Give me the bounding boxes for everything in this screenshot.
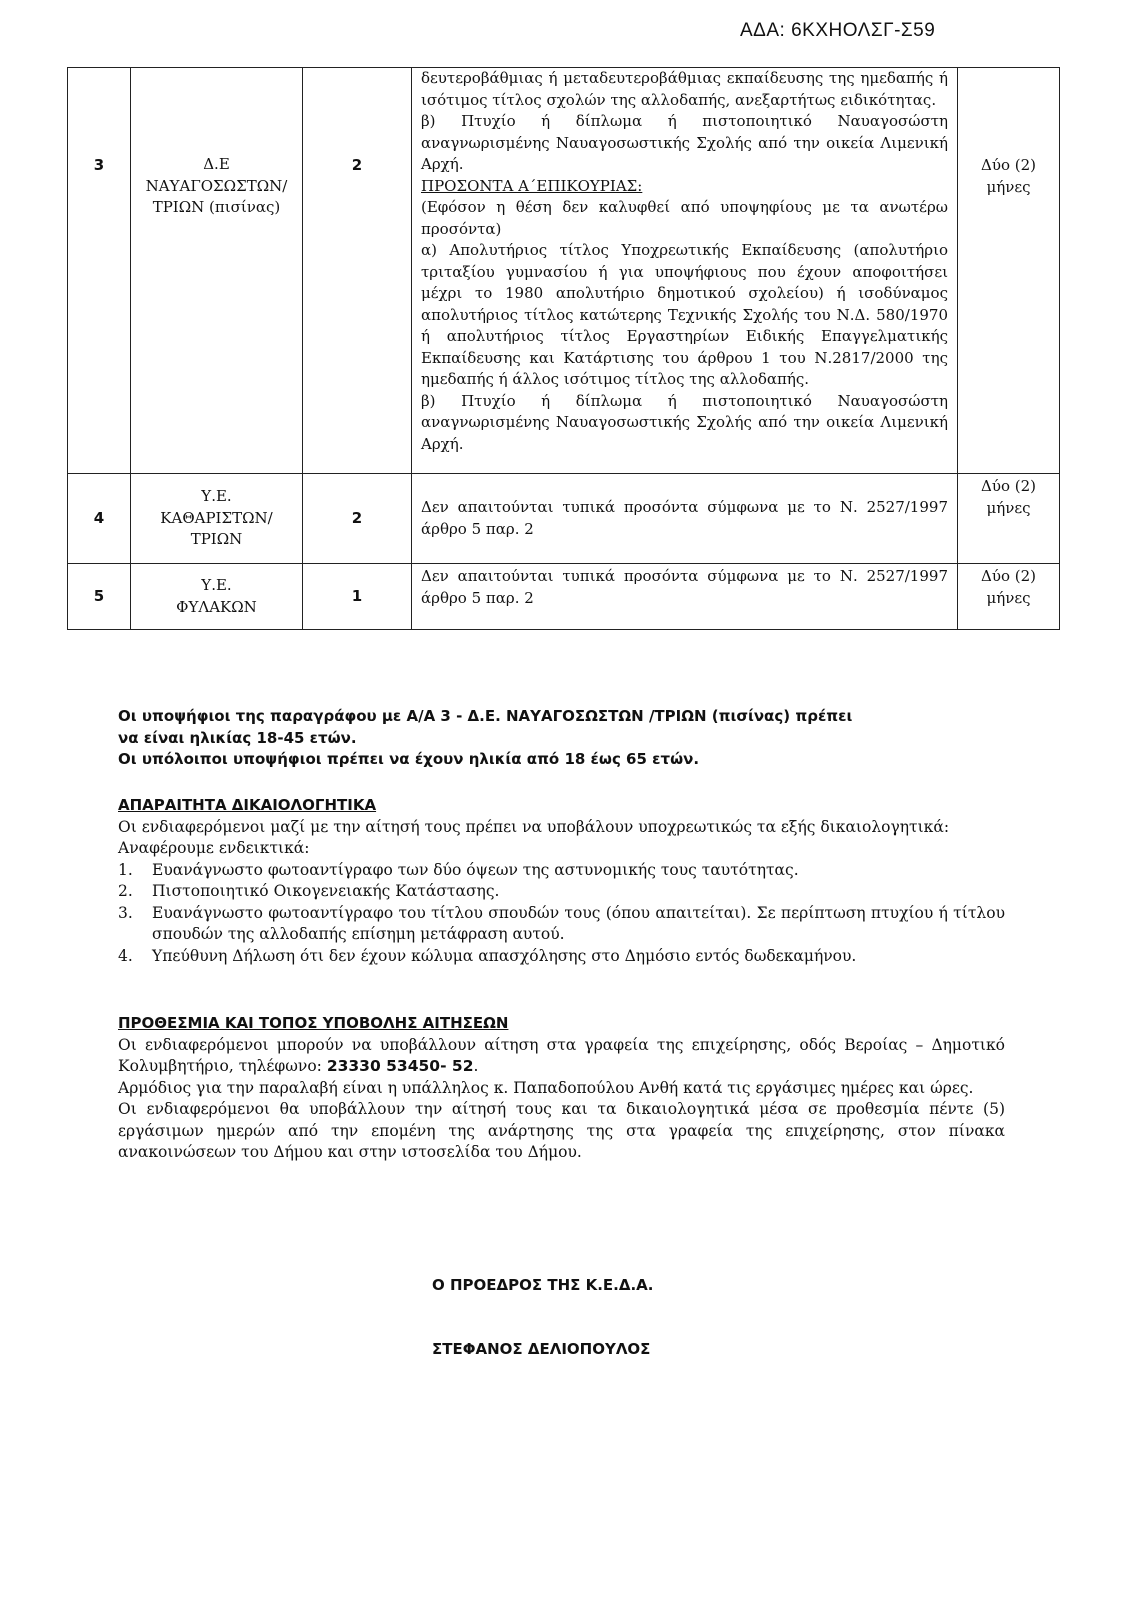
age-line: Οι υποψήφιοι της παραγράφου με Α/Α 3 - Δ.Ε. ΝΑΥΑΓΟΣΩΣΤΩΝ /ΤΡΙΩΝ (πισίνας) πρέπει <box>118 707 853 725</box>
positions-count-cell: 2 <box>303 68 412 474</box>
deadline-heading: ΠΡΟΘΕΣΜΙΑ ΚΑΙ ΤΟΠΟΣ ΥΠΟΒΟΛΗΣ ΑΙΤΗΣΕΩΝ <box>118 1014 509 1032</box>
documents-list <box>118 860 1005 968</box>
age-line: να είναι ηλικίας 18-45 ετών. <box>118 728 357 747</box>
age-line: Οι υπόλοιποι υποψήφιοι πρέπει να έχουν ηλικία από 18 έως 65 ετών. <box>118 750 700 768</box>
ada-code: ΑΔΑ: 6ΚΧΗΟΛΣΓ-Σ59 <box>740 20 936 41</box>
deadline-paragraph: Αρμόδιος για την παραλαβή είναι η υπάλληλος κ. Παπαδοπούλου Ανθή κατά τις εργάσιμες ημέρες και ώρες. <box>118 1078 974 1097</box>
signature-title: Ο ΠΡΟΕΔΡΟΣ ΤΗΣ Κ.Ε.Δ.Α. <box>432 1276 654 1294</box>
duration-cell: Δύο (2) μήνες <box>958 564 1060 630</box>
documents-intro: Οι ενδιαφερόμενοι μαζί με την αίτησή τους πρέπει να υποβάλουν υποχρεωτικώς τα εξής δικαιολογητικά: <box>118 817 950 836</box>
requirement-heading: ΠΡΟΣΟΝΤΑ Α΄ΕΠΙΚΟΥΡΙΑΣ: <box>421 176 643 195</box>
row-number-cell: 4 <box>68 474 131 564</box>
deadline-section <box>118 1013 1005 1164</box>
requirement-text: α) Απολυτήριος τίτλος Υποχρεωτικής Εκπαίδευσης (απολυτήριο τριταξίου γυμνασίου ή για υποψήφιους που έχουν αποφοιτήσει μέχρι το 1980 απολυτήριο δημοτικού σχολείου) ή ισοδύναμος απολυτήριος τίτλος κατώτερης Τεχνικής Σχολής του Ν.Δ. 580/1970 ή απολυτήριος τίτλος Εργαστηρίων Ειδικής Επαγγελματικής Εκπαίδευσης και Κατάρτισης του άρθρου 1 του Ν.2817/2000 της ημεδαπής ή άλλος ισότιμος τίτλος της αλλοδαπής. <box>421 241 948 388</box>
duration-cell: Δύο (2) μήνες <box>958 474 1060 564</box>
documents-heading: ΑΠΑΡΑΙΤΗΤΑ ΔΙΚΑΙΟΛΟΓΗΤΙΚΑ <box>118 796 377 814</box>
deadline-paragraph: Οι ενδιαφερόμενοι θα υποβάλλουν την αίτησή τους και τα δικαιολογητικά μέσα σε προθεσμία πέντε (5) εργάσιμων ημερών από την επομένη της ανάρτησης της στα γραφεία της επιχείρησης, στον πίνακα ανακοινώσεων του Δήμου και στην ιστοσελίδα του Δήμου. <box>118 1100 1005 1161</box>
table-row <box>68 474 1060 564</box>
duration-cell: Δύο (2) μήνες <box>958 68 1060 474</box>
requirement-text: β) Πτυχίο ή δίπλωμα ή πιστοποιητικό Ναυαγοσώστη αναγνωρισμένης Ναυαγοσωστικής Σχολής από την οικεία Λιμενική Αρχή. <box>421 112 948 173</box>
table-row <box>68 68 1060 474</box>
row-number-cell: 5 <box>68 564 131 630</box>
signature-name: ΣΤΕΦΑΝΟΣ ΔΕΛΙΟΠΟΥΛΟΣ <box>432 1340 651 1358</box>
requirements-cell <box>412 564 958 630</box>
documents-indicative: Αναφέρουμε ενδεικτικά: <box>118 839 310 857</box>
positions-count-cell: 2 <box>303 474 412 564</box>
requirements-cell <box>412 68 958 474</box>
requirements-cell <box>412 474 958 564</box>
list-item: 2. Πιστοποιητικό Οικογενειακής Κατάστασης. <box>118 882 500 900</box>
list-item: 1. Ευανάγνωστο φωτοαντίγραφο των δύο όψεων της αστυνομικής τους ταυτότητας. <box>118 860 799 879</box>
row-number-cell: 3 <box>68 68 131 474</box>
specialty-cell: Δ.Ε ΝΑΥΑΓΟΣΩΣΤΩΝ/ ΤΡΙΩΝ (πισίνας) <box>131 68 303 474</box>
positions-table <box>67 67 1060 630</box>
requirement-text: δευτεροβάθμιας ή μεταδευτεροβάθμιας εκπαίδευσης της ημεδαπής ή ισότιμος τίτλος σχολών της αλλοδαπής, ανεξαρτήτως ειδικότητας. <box>421 69 948 109</box>
list-item: 4. Υπεύθυνη Δήλωση ότι δεν έχουν κώλυμα απασχόλησης στο Δημόσιο εντός δωδεκαμήνου. <box>118 946 857 965</box>
requirement-text: Δεν απαιτούνται τυπικά προσόντα σύμφωνα με το Ν. 2527/1997 άρθρο 5 παρ. 2 <box>421 498 948 538</box>
requirement-text: (Εφόσον η θέση δεν καλυφθεί από υποψηφίους με τα ανωτέρω προσόντα) <box>421 198 948 238</box>
deadline-paragraph: Οι ενδιαφερόμενοι μπορούν να υποβάλλουν αίτηση στα γραφεία της επιχείρησης, οδός Βεροίας – Δημοτικό Κολυμβητήριο, τηλέφωνο: 23330 53450- 52. <box>118 1035 1005 1075</box>
age-requirements <box>118 706 1005 771</box>
phone-number: 23330 53450- 52 <box>326 1057 474 1075</box>
specialty-cell: Υ.Ε. ΦΥΛΑΚΩΝ <box>131 564 303 630</box>
list-item: 3. Ευανάγνωστο φωτοαντίγραφο του τίτλου σπουδών τους (όπου απαιτείται). Σε περίπτωση πτυχίου ή τίτλου σπουδών της αλλοδαπής επίσημη μετάφραση αυτού. <box>118 903 1005 943</box>
specialty-cell: Υ.Ε. ΚΑΘΑΡΙΣΤΩΝ/ ΤΡΙΩΝ <box>131 474 303 564</box>
positions-count-cell: 1 <box>303 564 412 630</box>
documents-section <box>118 795 1005 967</box>
table-row <box>68 564 1060 630</box>
requirement-text: Δεν απαιτούνται τυπικά προσόντα σύμφωνα με το Ν. 2527/1997 άρθρο 5 παρ. 2 <box>421 567 948 607</box>
requirement-text: β) Πτυχίο ή δίπλωμα ή πιστοποιητικό Ναυαγοσώστη αναγνωρισμένης Ναυαγοσωστικής Σχολής από την οικεία Λιμενική Αρχή. <box>421 391 948 453</box>
